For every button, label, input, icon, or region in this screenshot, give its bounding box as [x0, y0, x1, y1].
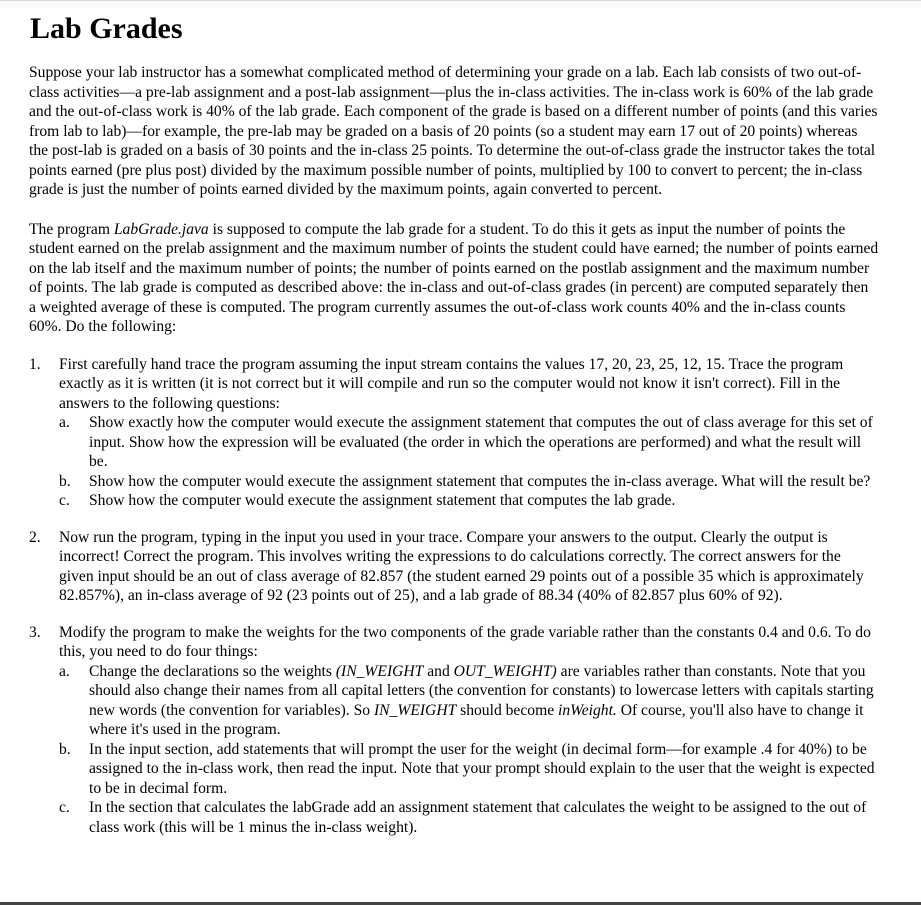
subtask-item [59, 798, 879, 837]
constant-name-in-weight-2: IN_WEIGHT [373, 701, 457, 719]
subtask-letter: a. [59, 662, 70, 680]
subtask-item [59, 740, 879, 799]
page-title: Lab Grades [30, 12, 183, 45]
subtask-letter: c. [59, 799, 70, 816]
constant-name-in-weight: (IN_WEIGHT [335, 662, 424, 680]
subtask-letter: c. [59, 492, 70, 509]
subtask-list [59, 413, 879, 511]
intro-paragraph: Suppose your lab instructor has a somewhat complicated method of determining your grade on a lab. Each lab consists of two out-of-class activities—a pre-lab assignment and a post-lab assignment—plus the in-class activities. The in-class work is 60% of the lab grade and the out-of-class work is 40% of the lab grade. Each component of the grade is based on a different number of points (and this varies from lab to lab)—for example, the pre-lab may be graded on a basis of 20 points (so a student may earn 17 out of 20 points) whereas the post-lab is graded on a basis of 30 points and the in-class 25 points. To determine the out-of-class grade the instructor takes the total points earned (pre plus post) divided by the maximum possible number of points, multiplied by 100 to convert to percent; the in-class grade is just the number of points earned divided by the maximum points, again converted to percent. [29, 64, 878, 198]
subtask-text-part: and [423, 662, 454, 680]
subtask-text: Show how the computer would execute the assignment statement that computes the in-class average. What will the result be? [89, 472, 871, 490]
task-number: 3. [29, 623, 41, 641]
document-page [29, 12, 879, 854]
subtask-text-part: should become [456, 701, 559, 719]
task-number: 1. [29, 355, 41, 373]
subtask-text-part: are variables rather than constants. Note that you should also change their names from all capital letters (the convention for constants) to lowercase letters with capitals starting new words (the convention for variables). So [89, 662, 874, 719]
subtask-letter: b. [59, 472, 71, 490]
subtask-text: In the input section, add statements that will prompt the user for the weight (in decimal form—for example .4 for 40%) to be assigned to the in-class work, then read the input. Note that your prompt should explain to the user that the weight is expected to be in decimal form. [89, 740, 875, 797]
variable-name-inweight: inWeight. [558, 701, 617, 719]
subtask-letter: b. [59, 740, 71, 758]
subtask-text-part: Of course, you'll also have to change it where it's used in the program. [89, 701, 864, 738]
subtask-item [59, 413, 879, 472]
program-filename: LabGrade.java [113, 220, 209, 238]
subtask-text: Show exactly how the computer would execute the assignment statement that computes the out of class average for this set of input. Show how the expression will be evaluated (the order in which the operations are performed) and what the result will be. [89, 414, 873, 470]
task-text: Modify the program to make the weights for the two components of the grade variable rather than the constants 0.4 and 0.6. To do this, you need to do four things: [59, 623, 871, 660]
task-item-1 [29, 355, 879, 511]
task-text: Now run the program, typing in the input you used in your trace. Compare your answers to the output. Clearly the output is incorrect! Correct the program. This involves writing the expressions to do calculations correctly. The correct answers for the given input should be an out of class average of 82.857 (the student earned 29 points out of a possible 35 which is approximately 82.857%), an in-class average of 92 (23 points out of 25), and a lab grade of 88.34 (40% of 82.857 plus 60% of 92). [59, 528, 864, 604]
subtask-text: Show how the computer would execute the assignment statement that computes the lab grade. [89, 492, 676, 509]
constant-name-out-weight: OUT_WEIGHT) [453, 662, 557, 680]
subtask-item [59, 472, 879, 492]
task-list [29, 355, 879, 838]
subtask-item [59, 491, 879, 511]
task-item-2 [29, 528, 879, 606]
subtask-list [59, 662, 879, 838]
program-text-before: The program [29, 220, 114, 238]
subtask-text: In the section that calculates the labGrade add an assignment statement that calculates the weight to be assigned to the out of class work (this will be 1 minus the in-class weight). [89, 799, 867, 836]
task-text: First carefully hand trace the program assuming the input stream contains the values 17, 20, 23, 25, 12, 15. Trace the program exactly as it is written (it is not correct but it will compile and run so the computer would not know it isn't correct). Fill in the answers to the following questions: [59, 355, 844, 412]
task-number: 2. [29, 528, 41, 546]
viewer-top-edge [0, 0, 921, 8]
subtask-text-part: Change the declarations so the weights [89, 662, 336, 680]
task-item-3 [29, 623, 879, 838]
subtask-item [59, 662, 879, 740]
program-paragraph [29, 220, 879, 337]
program-text-after: is supposed to compute the lab grade for a student. To do this it gets as input the number of points the student earned on the prelab assignment and the maximum number of points the student could have earned; the number of points earned on the lab itself and the maximum number of points; the number of points earned on the postlab assignment and the maximum number of points. The lab grade is computed as described above: the in-class and out-of-class grades (in percent) are computed separately then a weighted average of these is computed. The program currently assumes the out-of-class work counts 40% and the in-class counts 60%. Do the following: [29, 220, 879, 335]
subtask-letter: a. [59, 414, 70, 431]
